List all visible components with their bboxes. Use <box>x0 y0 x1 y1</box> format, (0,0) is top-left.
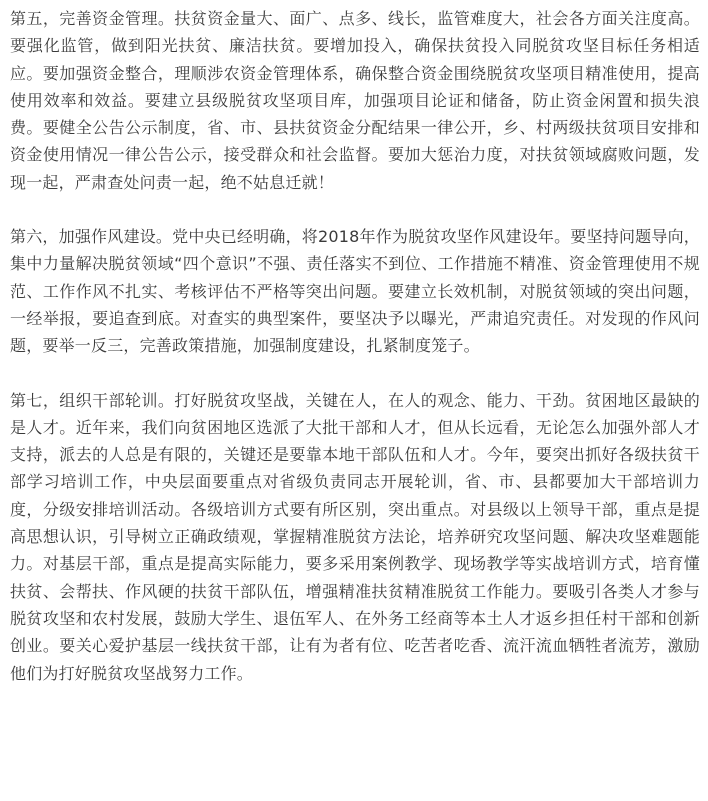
article-body <box>10 5 700 687</box>
paragraph-section-5: 第五，完善资金管理。扶贫资金量大、面广、点多、线长，监管难度大，社会各方面关注度高。要强化监管，做到阳光扶贫、廉洁扶贫。要增加投入，确保扶贫投入同脱贫攻坚目标任务相适应。要加强资金整合，理顺涉农资金管理体系，确保整合资金围绕脱贫攻坚项目精准使用，提高使用效率和效益。要建立县级脱贫攻坚项目库，加强项目论证和储备，防止资金闲置和损失浪费。要健全公告公示制度，省、市、县扶贫资金分配结果一律公开，乡、村两级扶贫项目安排和资金使用情况一律公告公示，接受群众和社会监督。要加大惩治力度，对扶贫领域腐败问题，发现一起，严肃查处问责一起，绝不姑息迁就！ <box>10 9 700 192</box>
paragraph-section-6: 第六，加强作风建设。党中央已经明确，将2018年作为脱贫攻坚作风建设年。要坚持问题导向，集中力量解决脱贫领域“四个意识”不强、责任落实不到位、工作措施不精准、资金管理使用不规范、工作作风不扎实、考核评估不严格等突出问题。要建立长效机制，对脱贫领域的突出问题，一经举报，要追查到底。对查实的典型案件，要坚决予以曝光，严肃追究责任。对发现的作风问题，要举一反三，完善政策措施，加强制度建设，扎紧制度笼子。 <box>10 227 700 356</box>
paragraph-section-7: 第七，组织干部轮训。打好脱贫攻坚战，关键在人，在人的观念、能力、干劲。贫困地区最缺的是人才。近年来，我们向贫困地区选派了大批干部和人才，但从长远看，无论怎么加强外部人才支持，派去的人总是有限的，关键还是要靠本地干部队伍和人才。今年，要突出抓好各级扶贫干部学习培训工作，中央层面要重点对省级负责同志开展轮训，省、市、县都要加大干部培训力度，分级安排培训活动。各级培训方式要有所区别，突出重点。对县级以上领导干部，重点是提高思想认识，引导树立正确政绩观，掌握精准脱贫方法论，培养研究攻坚问题、解决攻坚难题能力。对基层干部，重点是提高实际能力，要多采用案例教学、现场教学等实战培训方式，培育懂扶贫、会帮扶、作风硬的扶贫干部队伍，增强精准扶贫精准脱贫工作能力。要吸引各类人才参与脱贫攻坚和农村发展，鼓励大学生、退伍军人、在外务工经商等本土人才返乡担任村干部和创新创业。要关心爱护基层一线扶贫干部，让有为者有位、吃苦者吃香、流汗流血牺牲者流芳，激励他们为打好脱贫攻坚战努力工作。 <box>10 390 700 683</box>
